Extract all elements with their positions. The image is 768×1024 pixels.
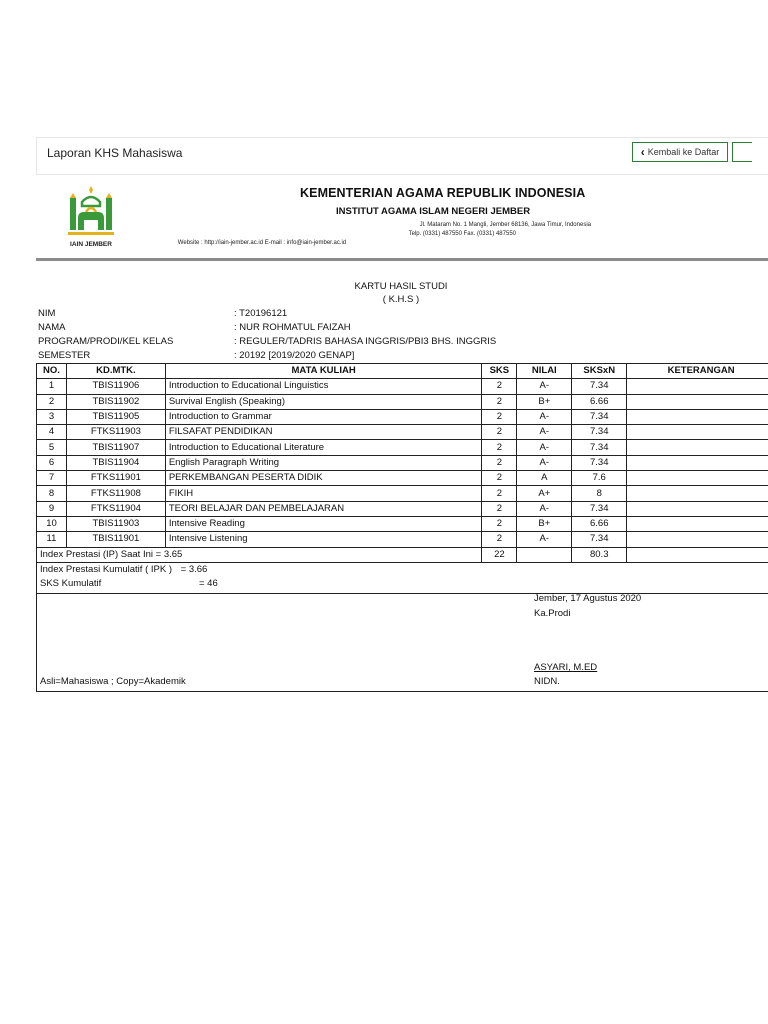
table-row (37, 516, 768, 531)
grades-table (36, 363, 768, 563)
cell-course: Introduction to Educational Literature (165, 440, 482, 455)
cell-no: 11 (37, 532, 67, 547)
summary-section (36, 563, 768, 692)
col-course: MATA KULIAH (165, 364, 482, 379)
cell-sksxn: 7.34 (572, 409, 627, 424)
cell-sksxn: 7.34 (572, 425, 627, 440)
table-row (37, 501, 768, 516)
col-code: KD.MTK. (66, 364, 165, 379)
cell-grade: A- (517, 379, 572, 394)
document-title: KARTU HASIL STUDI (354, 281, 448, 292)
cell-sks: 2 (482, 409, 517, 424)
cell-note (627, 440, 768, 455)
sks-line (40, 578, 218, 589)
table-row (37, 455, 768, 470)
cell-sks: 2 (482, 440, 517, 455)
cell-grade: A+ (517, 486, 572, 501)
cell-note (627, 425, 768, 440)
report-panel-header (36, 137, 768, 175)
cell-course: Intensive Reading (165, 516, 482, 531)
col-grade: NILAI (517, 364, 572, 379)
cell-code: TBIS11906 (66, 379, 165, 394)
cell-note (627, 455, 768, 470)
sks-label: SKS Kumulatif (40, 578, 102, 589)
cell-no: 4 (37, 425, 67, 440)
cell-course: FIKIH (165, 486, 482, 501)
cell-code: FTKS11903 (66, 425, 165, 440)
cell-grade: A- (517, 409, 572, 424)
cell-grade: A (517, 471, 572, 486)
cell-grade: B+ (517, 394, 572, 409)
cell-no: 2 (37, 394, 67, 409)
institute-website: Website : http://iain-jember.ac.id E-mail : info@iain-jember.ac.id (177, 240, 347, 246)
cell-grade: B+ (517, 516, 572, 531)
col-note: KETERANGAN (627, 364, 768, 379)
col-sks: SKS (482, 364, 517, 379)
header-divider (36, 258, 768, 261)
cell-course: English Paragraph Writing (165, 455, 482, 470)
info-label: SEMESTER (38, 350, 91, 361)
cell-course: FILSAFAT PENDIDIKAN (165, 425, 482, 440)
cell-code: TBIS11903 (66, 516, 165, 531)
sign-nidn: NIDN. (534, 676, 560, 687)
table-row (37, 486, 768, 501)
cell-sks: 2 (482, 379, 517, 394)
cell-code: TBIS11902 (66, 394, 165, 409)
ministry-name: KEMENTERIAN AGAMA REPUBLIK INDONESIA (300, 186, 586, 200)
cell-note (627, 501, 768, 516)
ipk-label: Index Prestasi Kumulatif ( IPK ) (40, 564, 172, 575)
empty-cell (517, 547, 572, 562)
cell-code: FTKS11901 (66, 471, 165, 486)
cell-code: TBIS11904 (66, 455, 165, 470)
cell-sksxn: 7.34 (572, 440, 627, 455)
cell-course: TEORI BELAJAR DAN PEMBELAJARAN (165, 501, 482, 516)
cell-sksxn: 6.66 (572, 394, 627, 409)
cell-code: TBIS11907 (66, 440, 165, 455)
secondary-button[interactable] (732, 142, 752, 162)
cell-code: FTKS11904 (66, 501, 165, 516)
cell-note (627, 394, 768, 409)
sign-place-date: Jember, 17 Agustus 2020 (534, 593, 642, 604)
table-row (37, 379, 768, 394)
cell-sksxn: 6.66 (572, 516, 627, 531)
sign-role: Ka.Prodi (534, 608, 571, 619)
cell-no: 6 (37, 455, 67, 470)
cell-sksxn: 7.34 (572, 379, 627, 394)
cell-course: Survival English (Speaking) (165, 394, 482, 409)
table-row (37, 394, 768, 409)
info-value: : NUR ROHMATUL FAIZAH (234, 322, 351, 333)
cell-code: TBIS11901 (66, 532, 165, 547)
cell-grade: A- (517, 425, 572, 440)
cell-note (627, 532, 768, 547)
cell-no: 10 (37, 516, 67, 531)
cell-course: Intensive Listening (165, 532, 482, 547)
cell-no: 7 (37, 471, 67, 486)
cell-grade: A- (517, 440, 572, 455)
cell-sksxn: 7.34 (572, 455, 627, 470)
cell-sks: 2 (482, 501, 517, 516)
institution-header (36, 176, 768, 258)
cell-note (627, 516, 768, 531)
ip-summary-row (37, 547, 768, 562)
cell-no: 1 (37, 379, 67, 394)
back-to-list-label: Kembali ke Daftar (647, 147, 720, 157)
info-label: PROGRAM/PRODI/KEL KELAS (38, 336, 174, 347)
empty-cell (627, 547, 768, 562)
cell-sks: 2 (482, 425, 517, 440)
info-value: : 20192 [2019/2020 GENAP] (234, 350, 355, 361)
cell-sks: 2 (482, 532, 517, 547)
cell-no: 3 (37, 409, 67, 424)
back-to-list-button[interactable] (632, 142, 728, 162)
table-row (37, 440, 768, 455)
summary-divider (37, 593, 768, 594)
cell-course: PERKEMBANGAN PESERTA DIDIK (165, 471, 482, 486)
total-sks: 22 (482, 547, 517, 562)
copy-note: Asli=Mahasiswa ; Copy=Akademik (40, 676, 186, 687)
cell-sksxn: 8 (572, 486, 627, 501)
logo-caption: IAIN JEMBER (70, 241, 112, 248)
panel-title: Laporan KHS Mahasiswa (47, 146, 183, 160)
table-row (37, 409, 768, 424)
cell-note (627, 379, 768, 394)
cell-note (627, 471, 768, 486)
cell-no: 9 (37, 501, 67, 516)
cell-sksxn: 7.34 (572, 501, 627, 516)
sks-value: = 46 (199, 578, 218, 589)
table-row (37, 532, 768, 547)
ip-current: Index Prestasi (IP) Saat Ini = 3.65 (37, 547, 482, 562)
cell-grade: A- (517, 532, 572, 547)
col-sksxn: SKSxN (572, 364, 627, 379)
institute-address: Jl. Mataram No. 1 Mangli, Jember 68136, Jawa Timur, Indonesia (419, 222, 591, 228)
cell-note (627, 486, 768, 501)
cell-code: TBIS11905 (66, 409, 165, 424)
cell-sksxn: 7.34 (572, 532, 627, 547)
institute-name: INSTITUT AGAMA ISLAM NEGERI JEMBER (336, 206, 531, 217)
cell-no: 8 (37, 486, 67, 501)
cell-sks: 2 (482, 516, 517, 531)
cell-no: 5 (37, 440, 67, 455)
cell-sks: 2 (482, 471, 517, 486)
chevron-left-icon: ‹ (640, 144, 645, 159)
cell-note (627, 409, 768, 424)
sign-name: ASYARI, M.ED (534, 662, 598, 673)
info-label: NAMA (38, 322, 66, 333)
cell-grade: A- (517, 455, 572, 470)
col-no: NO. (37, 364, 67, 379)
info-label: NIM (38, 308, 56, 319)
ipk-line (40, 564, 207, 575)
table-row (37, 425, 768, 440)
cell-grade: A- (517, 501, 572, 516)
institute-phone: Telp. (0331) 487550 Fax. (0331) 487550 (408, 231, 516, 237)
cell-sksxn: 7.6 (572, 471, 627, 486)
cell-sks: 2 (482, 394, 517, 409)
cell-course: Introduction to Educational Linguistics (165, 379, 482, 394)
info-value: : T20196121 (234, 308, 288, 319)
table-header-row (37, 364, 768, 379)
cell-sks: 2 (482, 455, 517, 470)
cell-course: Introduction to Grammar (165, 409, 482, 424)
document-subtitle: ( K.H.S ) (382, 294, 420, 305)
total-sksxn: 80.3 (572, 547, 627, 562)
table-row (37, 471, 768, 486)
cell-code: FTKS11908 (66, 486, 165, 501)
cell-sks: 2 (482, 486, 517, 501)
ipk-value: = 3.66 (180, 564, 208, 575)
info-value: : REGULER/TADRIS BAHASA INGGRIS/PBI3 BHS. INGGRIS (234, 336, 497, 347)
